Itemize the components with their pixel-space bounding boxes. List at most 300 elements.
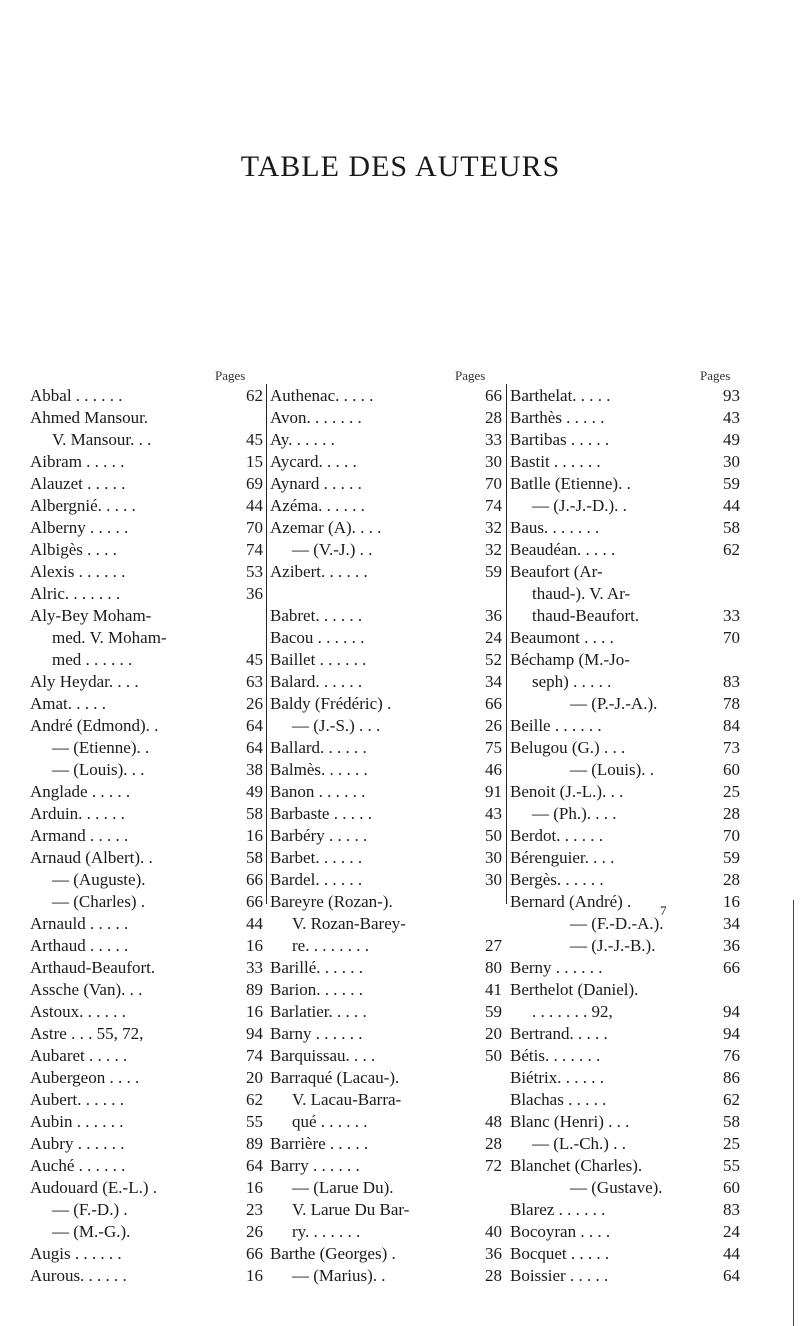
page-number: 34 xyxy=(723,914,740,933)
page-number: 44 xyxy=(246,914,263,933)
index-entry xyxy=(270,1155,502,1177)
author-name: Avon. . . . . . . xyxy=(270,408,362,427)
index-entry xyxy=(30,1067,263,1089)
page-number: 15 xyxy=(246,452,263,471)
author-name: Beaufort (Ar- xyxy=(510,562,603,581)
index-entry xyxy=(30,979,263,1001)
author-name: Audouard (E.-L.) . xyxy=(30,1178,157,1197)
page-number: 25 xyxy=(723,1134,740,1153)
page-number: 91 xyxy=(485,782,502,801)
author-name: — (J.-S.) . . . xyxy=(292,716,381,735)
page-number: 62 xyxy=(723,1090,740,1109)
page-number: 70 xyxy=(485,474,502,493)
author-name: med . . . . . . xyxy=(52,650,133,669)
index-entry xyxy=(30,1243,263,1265)
index-entry xyxy=(510,979,740,1001)
page-number: 23 xyxy=(246,1200,263,1219)
page-number: 34 xyxy=(485,672,502,691)
author-name: — (Louis). . xyxy=(570,760,655,779)
page-number: 66 xyxy=(485,386,502,405)
author-name: Bérenguier. . . . xyxy=(510,848,615,867)
page-number: 16 xyxy=(246,1178,263,1197)
index-entry xyxy=(270,385,502,407)
author-name: Bastit . . . . . . xyxy=(510,452,601,471)
author-name: Blanchet (Charles). xyxy=(510,1156,643,1175)
page-number: 86 xyxy=(723,1068,740,1087)
page-number: 66 xyxy=(723,958,740,977)
index-entry xyxy=(270,1045,502,1067)
page-number: 60 xyxy=(723,1178,740,1197)
index-entry xyxy=(510,1045,740,1067)
page-number: 32 xyxy=(485,518,502,537)
page-title: TABLE DES AUTEURS xyxy=(240,150,561,183)
author-name: Aynard . . . . . xyxy=(270,474,362,493)
author-name: Barlatier. . . . . xyxy=(270,1002,367,1021)
page-number: 43 xyxy=(723,408,740,427)
index-entry xyxy=(510,759,740,781)
author-name: Beaudéan. . . . . xyxy=(510,540,616,559)
page-number: 70 xyxy=(723,826,740,845)
author-name: . . . . . . . 92, xyxy=(532,1002,613,1021)
page-number: 43 xyxy=(485,804,502,823)
index-entry xyxy=(30,649,263,671)
author-name: Berthelot (Daniel). xyxy=(510,980,639,999)
author-name: Biétrix. . . . . . xyxy=(510,1068,604,1087)
pages-header-col2: Pages xyxy=(455,368,486,383)
index-entry xyxy=(510,561,740,583)
author-name: Banon . . . . . . xyxy=(270,782,366,801)
index-entry xyxy=(30,1221,263,1243)
page-number: 69 xyxy=(246,474,263,493)
page-number: 62 xyxy=(723,540,740,559)
page-number: 16 xyxy=(246,936,263,955)
index-entry xyxy=(270,407,502,429)
index-entry xyxy=(270,1001,502,1023)
author-name: Barbéry . . . . . xyxy=(270,826,368,845)
author-name: Barquissau. . . . xyxy=(270,1046,376,1065)
index-entry xyxy=(30,627,263,649)
author-name: ry. . . . . . . xyxy=(292,1222,361,1241)
index-entry xyxy=(270,737,502,759)
page-number: 50 xyxy=(485,826,502,845)
index-entry xyxy=(510,781,740,803)
page-number: 93 xyxy=(723,386,740,405)
index-entry xyxy=(510,891,740,913)
page-number: 58 xyxy=(723,1112,740,1131)
author-name: Boissier . . . . . xyxy=(510,1266,609,1285)
page-number: 30 xyxy=(485,452,502,471)
page-number: 59 xyxy=(485,1002,502,1021)
index-entry xyxy=(30,715,263,737)
author-name: Abbal . . . . . . xyxy=(30,386,123,405)
author-name: Aly Heydar. . . . xyxy=(30,672,139,691)
index-entry xyxy=(30,451,263,473)
author-name: Auché . . . . . . xyxy=(30,1156,126,1175)
page-number: 72 xyxy=(485,1156,502,1175)
author-name: Arnaud (Albert). . xyxy=(30,848,153,867)
author-name: Aly-Bey Moham- xyxy=(30,606,152,625)
index-entry xyxy=(30,803,263,825)
author-name: Béchamp (M.-Jo- xyxy=(510,650,630,669)
author-name: Barraqué (Lacau-). xyxy=(270,1068,400,1087)
author-name: Barry . . . . . . xyxy=(270,1156,360,1175)
index-entry xyxy=(30,1045,263,1067)
index-entry xyxy=(270,957,502,979)
author-name: André (Edmond). . xyxy=(30,716,159,735)
author-name: med. V. Moham- xyxy=(52,628,167,647)
page-number: 45 xyxy=(246,430,263,449)
author-name: — (J.-J.-D.). . xyxy=(532,496,627,515)
author-name: Albergnié. . . . . xyxy=(30,496,136,515)
author-name: Astre . . . 55, 72, xyxy=(30,1024,144,1043)
index-entry xyxy=(270,913,502,935)
index-entry xyxy=(510,649,740,671)
footer-page-number: 7 xyxy=(660,903,667,918)
index-entry xyxy=(510,1089,740,1111)
page-number: 52 xyxy=(485,650,502,669)
index-entry xyxy=(270,1111,502,1133)
page-number: 70 xyxy=(246,518,263,537)
index-entry xyxy=(30,1177,263,1199)
author-name: Aycard. . . . . xyxy=(270,452,357,471)
page-number: 63 xyxy=(246,672,263,691)
author-name: — (F.-D.-A.). xyxy=(570,914,664,933)
index-entry xyxy=(270,1177,502,1199)
author-name: Arthaud-Beaufort. xyxy=(30,958,156,977)
index-entry xyxy=(30,1111,263,1133)
author-name: Barbet. . . . . . xyxy=(270,848,363,867)
index-entry xyxy=(30,1023,263,1045)
author-name: Barthelat. . . . . xyxy=(510,386,611,405)
index-entry xyxy=(510,1243,740,1265)
index-entry xyxy=(270,803,502,825)
author-name: — (L.-Ch.) . . xyxy=(532,1134,626,1153)
author-name: Babret. . . . . . xyxy=(270,606,363,625)
page-number: 28 xyxy=(485,1134,502,1153)
index-entry xyxy=(510,473,740,495)
index-entry xyxy=(510,1199,740,1221)
index-entry xyxy=(270,891,502,913)
page-number: 83 xyxy=(723,1200,740,1219)
author-name: Azemar (A). . . . xyxy=(270,518,382,537)
author-name: Beille . . . . . . xyxy=(510,716,602,735)
index-entry xyxy=(510,605,740,627)
author-name: Bertrand. . . . . xyxy=(510,1024,608,1043)
index-entry xyxy=(30,473,263,495)
index-entry xyxy=(270,671,502,693)
page-number: 59 xyxy=(723,848,740,867)
index-entry xyxy=(510,847,740,869)
page-number: 28 xyxy=(485,1266,502,1285)
page-number: 26 xyxy=(485,716,502,735)
author-name: Azibert. . . . . . xyxy=(270,562,368,581)
author-name: Arthaud . . . . . xyxy=(30,936,129,955)
page-number: 50 xyxy=(485,1046,502,1065)
index-entry xyxy=(510,869,740,891)
author-name: — (Charles) . xyxy=(52,892,146,911)
index-entry xyxy=(30,407,263,429)
author-name: Alberny . . . . . xyxy=(30,518,129,537)
author-name: Ahmed Mansour. xyxy=(30,408,149,427)
index-entry xyxy=(510,803,740,825)
author-name: Benoit (J.-L.). . . xyxy=(510,782,624,801)
author-name: Batlle (Etienne). . xyxy=(510,474,631,493)
author-name: seph) . . . . . xyxy=(532,672,612,691)
author-name: Berdot. . . . . . xyxy=(510,826,604,845)
author-name: — (Auguste). xyxy=(52,870,146,889)
page-number: 26 xyxy=(246,694,263,713)
index-entry xyxy=(270,979,502,1001)
page-number: 64 xyxy=(246,716,263,735)
author-name: Barion. . . . . . xyxy=(270,980,364,999)
page-number: 36 xyxy=(246,584,263,603)
author-name: — (Larue Du). xyxy=(292,1178,394,1197)
column-rule-1 xyxy=(266,384,267,904)
author-name: Blanc (Henri) . . . xyxy=(510,1112,630,1131)
page-number: 62 xyxy=(246,386,263,405)
index-entry xyxy=(30,847,263,869)
author-name: Assche (Van). . . xyxy=(30,980,143,999)
author-name: Aubergeon . . . . xyxy=(30,1068,140,1087)
index-entry xyxy=(510,1023,740,1045)
author-name: Augis . . . . . . xyxy=(30,1244,122,1263)
index-entry xyxy=(510,407,740,429)
page-number: 60 xyxy=(723,760,740,779)
index-entry xyxy=(270,649,502,671)
page-number: 74 xyxy=(246,1046,263,1065)
page-number: 55 xyxy=(246,1112,263,1131)
author-name: — (V.-J.) . . xyxy=(292,540,373,559)
page-number: 16 xyxy=(246,826,263,845)
author-name: Alauzet . . . . . xyxy=(30,474,126,493)
index-entry xyxy=(30,913,263,935)
author-name: Arduin. . . . . . xyxy=(30,804,125,823)
author-name: Balmès. . . . . . xyxy=(270,760,368,779)
index-entry xyxy=(270,561,502,583)
index-entry xyxy=(270,1221,502,1243)
author-name: thaud-). V. Ar- xyxy=(532,584,631,603)
index-entry xyxy=(510,1155,740,1177)
author-name: Astoux. . . . . . xyxy=(30,1002,126,1021)
author-name: — (F.-D.) . xyxy=(52,1200,128,1219)
author-name: Baillet . . . . . . xyxy=(270,650,367,669)
page-number: 66 xyxy=(485,694,502,713)
author-name: Berny . . . . . . xyxy=(510,958,603,977)
author-name: Ay. . . . . . xyxy=(270,430,335,449)
index-entry xyxy=(30,429,263,451)
index-entry xyxy=(270,605,502,627)
author-name: Ballard. . . . . . xyxy=(270,738,367,757)
index-entry xyxy=(510,583,740,605)
index-column-2 xyxy=(270,385,502,1287)
author-name: Amat. . . . . xyxy=(30,694,107,713)
index-entry xyxy=(510,671,740,693)
index-entry xyxy=(270,451,502,473)
author-name: Alric. . . . . . . xyxy=(30,584,121,603)
index-entry xyxy=(510,1221,740,1243)
index-entry xyxy=(510,737,740,759)
author-name: Bartibas . . . . . xyxy=(510,430,610,449)
page-number: 74 xyxy=(246,540,263,559)
author-name: Anglade . . . . . xyxy=(30,782,131,801)
index-entry xyxy=(510,385,740,407)
author-name: Beaumont . . . . xyxy=(510,628,614,647)
index-entry xyxy=(30,385,263,407)
page-number: 16 xyxy=(246,1266,263,1285)
index-entry xyxy=(30,517,263,539)
author-name: Bacou . . . . . . xyxy=(270,628,365,647)
page-number: 66 xyxy=(246,870,263,889)
page-number: 44 xyxy=(723,496,740,515)
index-entry xyxy=(30,825,263,847)
author-name: V. Mansour. . . xyxy=(52,430,152,449)
author-name: Aubaret . . . . . xyxy=(30,1046,128,1065)
page-number: 66 xyxy=(246,892,263,911)
index-entry xyxy=(270,935,502,957)
index-entry xyxy=(30,539,263,561)
author-name: Aubry . . . . . . xyxy=(30,1134,125,1153)
author-name: Bocquet . . . . . xyxy=(510,1244,610,1263)
index-column-1 xyxy=(30,385,263,1287)
page-number: 45 xyxy=(246,650,263,669)
page-number: 30 xyxy=(485,870,502,889)
page-number: 70 xyxy=(723,628,740,647)
page-number: 46 xyxy=(485,760,502,779)
index-entry xyxy=(270,473,502,495)
page-number: 73 xyxy=(723,738,740,757)
index-entry xyxy=(270,847,502,869)
author-name: — (J.-J.-B.). xyxy=(570,936,656,955)
author-name: — (Marius). . xyxy=(292,1266,386,1285)
index-entry xyxy=(270,539,502,561)
page-number: 30 xyxy=(485,848,502,867)
author-name: Aibram . . . . . xyxy=(30,452,125,471)
index-entry xyxy=(510,715,740,737)
page-number: 33 xyxy=(723,606,740,625)
index-entry xyxy=(270,781,502,803)
page-number: 16 xyxy=(246,1002,263,1021)
page-number: 64 xyxy=(723,1266,740,1285)
index-entry xyxy=(270,429,502,451)
index-entry xyxy=(270,693,502,715)
page-number: 26 xyxy=(246,1222,263,1241)
author-name: Bergès. . . . . . xyxy=(510,870,604,889)
page-number: 38 xyxy=(246,760,263,779)
index-entry xyxy=(270,825,502,847)
author-name: V. Lacau-Barra- xyxy=(292,1090,402,1109)
author-name: — (Ph.). . . . xyxy=(532,804,617,823)
page-number: 62 xyxy=(246,1090,263,1109)
page-number: 83 xyxy=(723,672,740,691)
author-name: — (P.-J.-A.). xyxy=(570,694,658,713)
index-entry xyxy=(270,1023,502,1045)
page-number: 80 xyxy=(485,958,502,977)
page-number: 48 xyxy=(485,1112,502,1131)
index-entry xyxy=(30,671,263,693)
index-entry xyxy=(30,737,263,759)
index-entry xyxy=(510,1265,740,1287)
index-entry xyxy=(270,1089,502,1111)
author-name: — (Etienne). . xyxy=(52,738,150,757)
page-number: 59 xyxy=(485,562,502,581)
index-entry xyxy=(270,583,502,605)
index-entry xyxy=(510,539,740,561)
index-entry xyxy=(270,495,502,517)
index-entry xyxy=(30,891,263,913)
author-name: Blachas . . . . . xyxy=(510,1090,607,1109)
page-number: 76 xyxy=(723,1046,740,1065)
index-entry xyxy=(30,781,263,803)
page-number: 28 xyxy=(723,804,740,823)
index-entry xyxy=(510,429,740,451)
author-name: Balard. . . . . . xyxy=(270,672,363,691)
author-name: Aubert. . . . . . xyxy=(30,1090,124,1109)
author-name: — (M.-G.). xyxy=(52,1222,131,1241)
author-name: V. Rozan-Barey- xyxy=(292,914,406,933)
author-name: Armand . . . . . xyxy=(30,826,129,845)
index-entry xyxy=(510,1001,740,1023)
page-number: 64 xyxy=(246,738,263,757)
page-number: 89 xyxy=(246,980,263,999)
author-name: Barrière . . . . . xyxy=(270,1134,369,1153)
page-number: 44 xyxy=(246,496,263,515)
index-entry xyxy=(510,935,740,957)
index-entry xyxy=(270,1133,502,1155)
page-number: 94 xyxy=(246,1024,263,1043)
page-number: 24 xyxy=(723,1222,740,1241)
author-name: Alexis . . . . . . xyxy=(30,562,126,581)
author-name: qué . . . . . . xyxy=(292,1112,368,1131)
author-name: re. . . . . . . . xyxy=(292,936,369,955)
page-number: 89 xyxy=(246,1134,263,1153)
author-name: Baldy (Frédéric) . xyxy=(270,694,392,713)
index-entry xyxy=(30,1199,263,1221)
pages-header-col1: Pages xyxy=(215,368,246,383)
index-entry xyxy=(510,957,740,979)
page-number: 36 xyxy=(485,606,502,625)
page-number: 66 xyxy=(246,1244,263,1263)
page-number: 58 xyxy=(723,518,740,537)
page-number: 27 xyxy=(485,936,502,955)
index-entry xyxy=(30,605,263,627)
page-number: 44 xyxy=(723,1244,740,1263)
page-number: 94 xyxy=(723,1002,740,1021)
page-number: 75 xyxy=(485,738,502,757)
index-entry xyxy=(510,451,740,473)
author-name: — (Gustave). xyxy=(570,1178,663,1197)
page-number: 25 xyxy=(723,782,740,801)
index-entry xyxy=(30,495,263,517)
author-name: Arnauld . . . . . xyxy=(30,914,129,933)
page-number: 78 xyxy=(723,694,740,713)
index-entry xyxy=(30,1089,263,1111)
page-number: 55 xyxy=(723,1156,740,1175)
author-name: Bocoyran . . . . xyxy=(510,1222,611,1241)
index-entry xyxy=(510,627,740,649)
author-name: Barillé. . . . . . xyxy=(270,958,364,977)
page-number: 20 xyxy=(246,1068,263,1087)
author-name: Bardel. . . . . . xyxy=(270,870,363,889)
index-entry xyxy=(510,1177,740,1199)
page-number: 58 xyxy=(246,804,263,823)
author-name: Albigès . . . . xyxy=(30,540,117,559)
author-name: Bétis. . . . . . . xyxy=(510,1046,601,1065)
index-entry xyxy=(510,1067,740,1089)
page-number: 30 xyxy=(723,452,740,471)
pages-header-col3: Pages xyxy=(700,368,731,383)
index-entry xyxy=(30,1001,263,1023)
index-entry xyxy=(510,1133,740,1155)
